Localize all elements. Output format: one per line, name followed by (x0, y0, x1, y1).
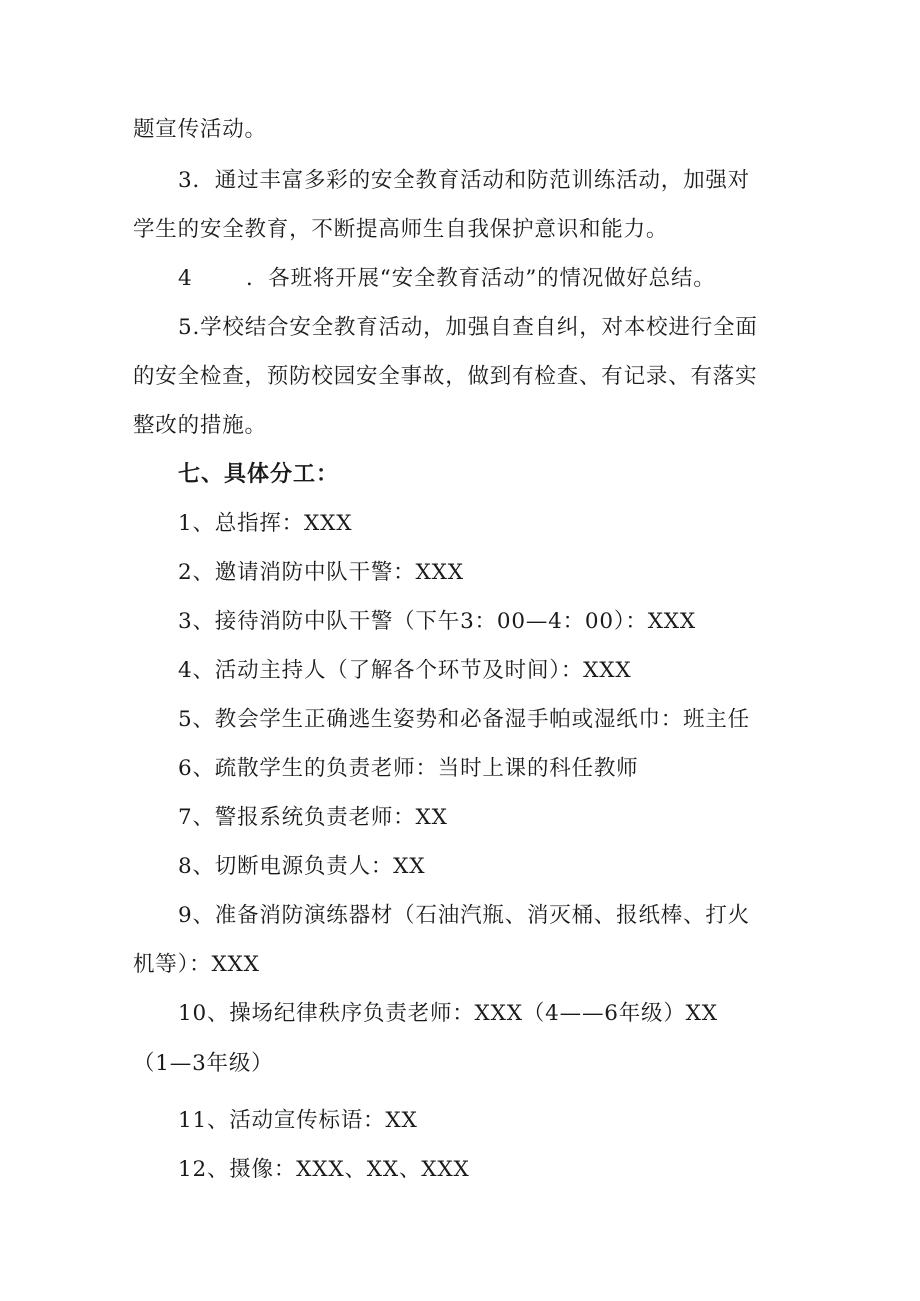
assignment-8: 8、切断电源负责人：XX (178, 854, 426, 879)
paragraph-tail: 题宣传活动。 (133, 117, 267, 142)
assignment-2: 2、邀请消防中队干警：XXX (178, 560, 464, 585)
assignment-4: 4、活动主持人（了解各个环节及时间）：XXX (178, 658, 632, 683)
assignment-5: 5、教会学生正确逃生姿势和必备湿手帕或湿纸巾：班主任 (178, 707, 750, 732)
assignment-3: 3、接待消防中队干警（下午3：00—4：00）：XXX (178, 609, 697, 634)
assignment-7: 7、警报系统负责老师：XX (178, 805, 448, 830)
item-4 (178, 264, 716, 294)
assignment-9-line-2: 机等）：XXX (133, 952, 260, 977)
assignment-10-line-2: （1—3年级） (133, 1051, 274, 1076)
assignment-6: 6、疏散学生的负责老师：当时上课的科任教师 (178, 756, 639, 781)
assignment-9-line-1: 9、准备消防演练器材（石油汽瓶、消灭桶、报纸棒、打火 (178, 903, 750, 928)
item-5-line-2: 的安全检查，预防校园安全事故，做到有检查、有记录、有落实 (133, 364, 758, 389)
item-5-line-3: 整改的措施。 (133, 413, 267, 438)
assignment-11: 11、活动宣传标语：XX (178, 1108, 418, 1133)
item-5-line-1: 5.学校结合安全教育活动，加强自查自纠，对本校进行全面 (178, 315, 758, 340)
item-3-line-2: 学生的安全教育，不断提高师生自我保护意识和能力。 (133, 217, 669, 242)
item-4-number: 4 (178, 266, 193, 291)
assignment-12: 12、摄像：XXX、XX、XXX (178, 1157, 470, 1182)
assignment-1: 1、总指挥：XXX (178, 511, 353, 536)
item-3-line-1: 3．通过丰富多彩的安全教育活动和防范训练活动，加强对 (178, 168, 750, 193)
assignment-10-line-1: 10、操场纪律秩序负责老师：XXX（4——6年级）XX (178, 1001, 718, 1026)
item-4-text: ．各班将开展“安全教育活动”的情况做好总结。 (246, 266, 716, 291)
section-heading: 七、具体分工： (178, 462, 340, 487)
